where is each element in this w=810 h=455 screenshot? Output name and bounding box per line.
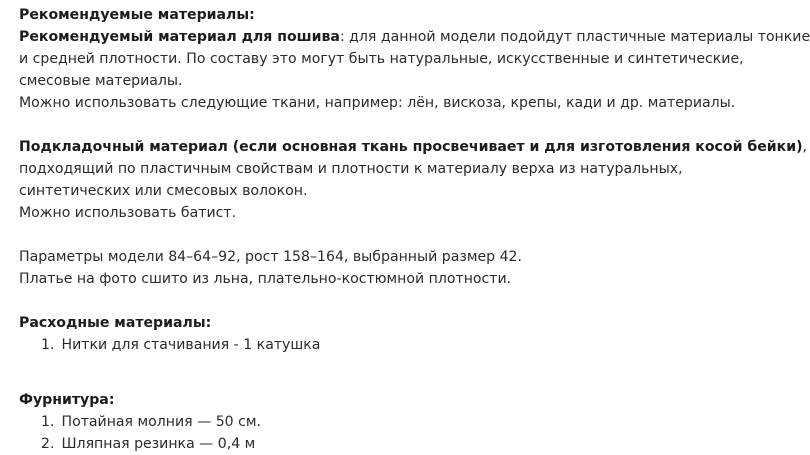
spacer [19,356,719,389]
section-title-consumables: Расходные материалы: [19,315,212,331]
lining-material-line-2: подходящий по пластичным свойствам и плотности к материалу верха из натуральных, [19,161,683,177]
section-title-fittings: Фурнитура: [19,392,115,408]
list-item-number: 1. [41,414,55,430]
list-item-text: Потайная молния — 50 см. [61,414,261,430]
lining-material-line-3: синтетических или смесовых волокон. [19,183,308,199]
list-item-text: Нитки для стачивания - 1 катушка [61,337,321,353]
recommended-material-label: Рекомендуемый материал для пошива [19,29,340,45]
document-body [19,4,810,455]
lining-material-line-4: Можно использовать батист. [19,205,237,221]
list-item-number: 1. [41,337,55,353]
list-item-text: Шляпная резинка — 0,4 м [61,436,256,452]
spacer [19,224,719,246]
spacer [19,114,719,136]
lining-material-comma: , [802,139,808,155]
list-item [41,433,719,455]
lining-material-label: Подкладочный материал (если основная ткань просвечивает и для изготовления косой бейки) [19,139,803,155]
section-title-recommended: Рекомендуемые материалы: [19,7,255,23]
recommended-material-text: : для данной модели подойдут пластичные материалы тонкие [339,29,810,45]
photo-dress-line: Платье на фото сшито из льна, плательно-костюмной плотности. [19,271,512,287]
list-item-number: 2. [41,436,55,452]
list-item [41,411,719,433]
lining-material-line-1 [19,136,808,158]
spacer [19,290,719,312]
model-parameters-line: Параметры модели 84–64–92, рост 158–164, выбранный размер 42. [19,249,522,265]
recommended-material-line-3: смесовые материалы. [19,73,183,89]
consumables-list [19,334,719,356]
recommended-fabrics-line: Можно использовать следующие ткани, например: лён, вискоза, крепы, кади и др. материалы. [19,95,736,111]
recommended-material-line-2: и средней плотности. По составу это могут быть натуральные, искусственные и синтетические, [19,51,744,67]
recommended-material-line-1 [19,26,810,48]
list-item [41,334,719,356]
fittings-list [19,411,719,455]
